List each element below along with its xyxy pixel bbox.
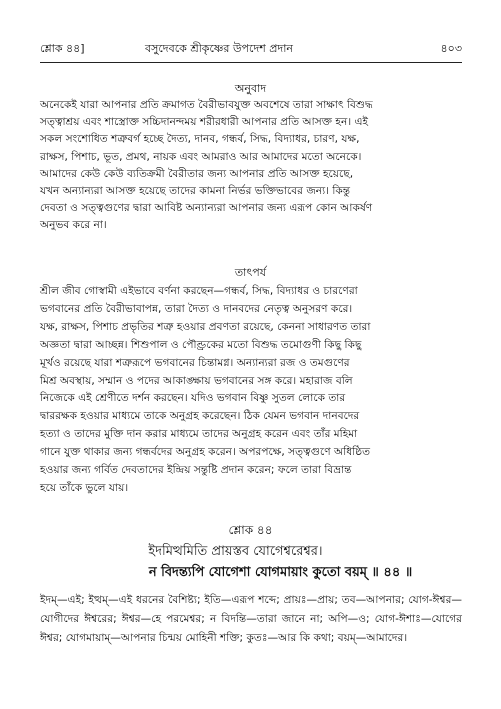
purport-heading: তাৎপর্য [234,266,267,279]
page-header [40,40,462,58]
sanskrit-verse [0,541,501,583]
verse-reference: শ্লোক ৪৪] [40,42,85,55]
purport-text: শ্রীল জীব গোস্বামী এইভাবে বর্ণনা করছেন—গন্ধর্ব, সিদ্ধ, বিদ্যাধর ও চারণেরা ভগবানের প্রতি বৈরীভাবাপন্ন, তারা দৈত্য ও দানবদের নেতৃত্ব অনুসরণ করে। যক্ষ, রাক্ষস, পিশাচ প্রভৃতির শত্রু হওয়ার প্রবণতা রয়েছে, কেননা সাধারণত তারা অজ্ঞতা দ্বারা আচ্ছন্ন। শিশুপাল ও পৌণ্ড্রকের মতো বিশুদ্ধ তমোগুণী কিছু কিছু মূর্খও রয়েছে যারা শত্রুরূপে ভগবানের চিন্তামগ্ন। অন্যান্যরা রজ ও তমগুণের মিশ্র অবস্থায়, সম্মান ও পদের আকাঙ্ক্ষায় ভগবানের সঙ্গ করে। মহারাজ বলি নিজেকে এই শ্রেণীতে দর্শন করছেন। যদিও ভগবান বিষ্ণু সুতল লোকে তার দ্বাররক্ষক হওয়ার মাধ্যমে তাকে অনুগ্রহ করেছেন। ঠিক যেমন ভগবান দানবদের হত্যা ও তাদের মুক্তি দান করার মাধ্যমে তাদের অনুগ্রহ করেন এবং তাঁর মহিমা গানে যুক্ত থাকার জন্য গন্ধর্বদের অনুগ্রহ করেন। অপরপক্ষে, সত্ত্বগুণে অধিষ্ঠিত হওয়ার জন্য গর্বিত দেবতাদের ইন্দ্রিয় সন্তুষ্টি প্রদান করেন; ফলে তারা বিভ্রান্ত হয়ে তাঁকে ভুলে যায়। [40,285,371,494]
chapter-title: বসুদেবকে শ্রীকৃষ্ণের উপদেশ প্রদান [145,42,293,55]
translation-heading: অনুবাদ [234,82,267,95]
page-number: ৪০৩ [440,42,462,55]
header-rule [40,62,462,63]
verse-line-2: ন বিদন্ত্যপি যোগেশা যোগমায়াং কুতো বয়ম্‌ ॥ ৪৪ ॥ [148,565,413,580]
translation-text: অনেকেই যারা আপনার প্রতি ক্রমাগত বৈরীভাবযুক্ত অবশেষে তারা সাক্ষাৎ বিশুদ্ধ সত্ত্বাশ্রয় এবং শাস্ত্রোক্ত সচ্চিদানন্দময় শরীরধারী আপনার প্রতি আসক্ত হন। এই সকল সংশোধিত শত্রুবর্গ হচ্ছে দৈত্য, দানব, গন্ধর্ব, সিদ্ধ, বিদ্যাধর, চারণ, যক্ষ, রাক্ষস, পিশাচ, ভূত, প্রমথ, নায়ক এবং আমরাও আর আমাদের মতো অনেকে। আমাদের কেউ কেউ ব্যতিক্রমী বৈরীতার জন্য আপনার প্রতি আসক্ত হয়েছে, যখন অন্যান্যরা আসক্ত হয়েছে তাদের কামনা নির্ভর ভক্তিভাবের জন্য। কিন্তু দেবতা ও সত্ত্বগুণের দ্বারা আবিষ্ট অন্যান্যরা আপনার জন্য এরূপ কোন আকর্ষণ অনুভব করে না। [40,99,373,232]
verse-heading: শ্লোক ৪৪ [228,523,273,537]
word-synonyms: ইদম্‌—এই; ইত্থম্‌—এই ধরনের বৈশিষ্ট্য; ইতি—এরূপ শব্দে; প্রায়ঃ—প্রায়; তব—আপনার; যোগ-ঈশ্বর—যোগীদের ঈশ্বরের; ঈশ্বর—হে পরমেশ্বর; ন বিদন্তি—তারা জানে না; অপি—ও; যোগ-ঈশাঃ—যোগের ঈশ্বর; যোগমায়াম্‌—আপনার চিন্ময় মোহিনী শক্তি; কুতঃ—আর কি কথা; বয়ম্‌—আমাদের। [40,594,462,644]
verse-line-1: ইদমিত্থমিতি প্রায়স্তব যোগেশ্বরেশ্বর। [148,544,323,559]
